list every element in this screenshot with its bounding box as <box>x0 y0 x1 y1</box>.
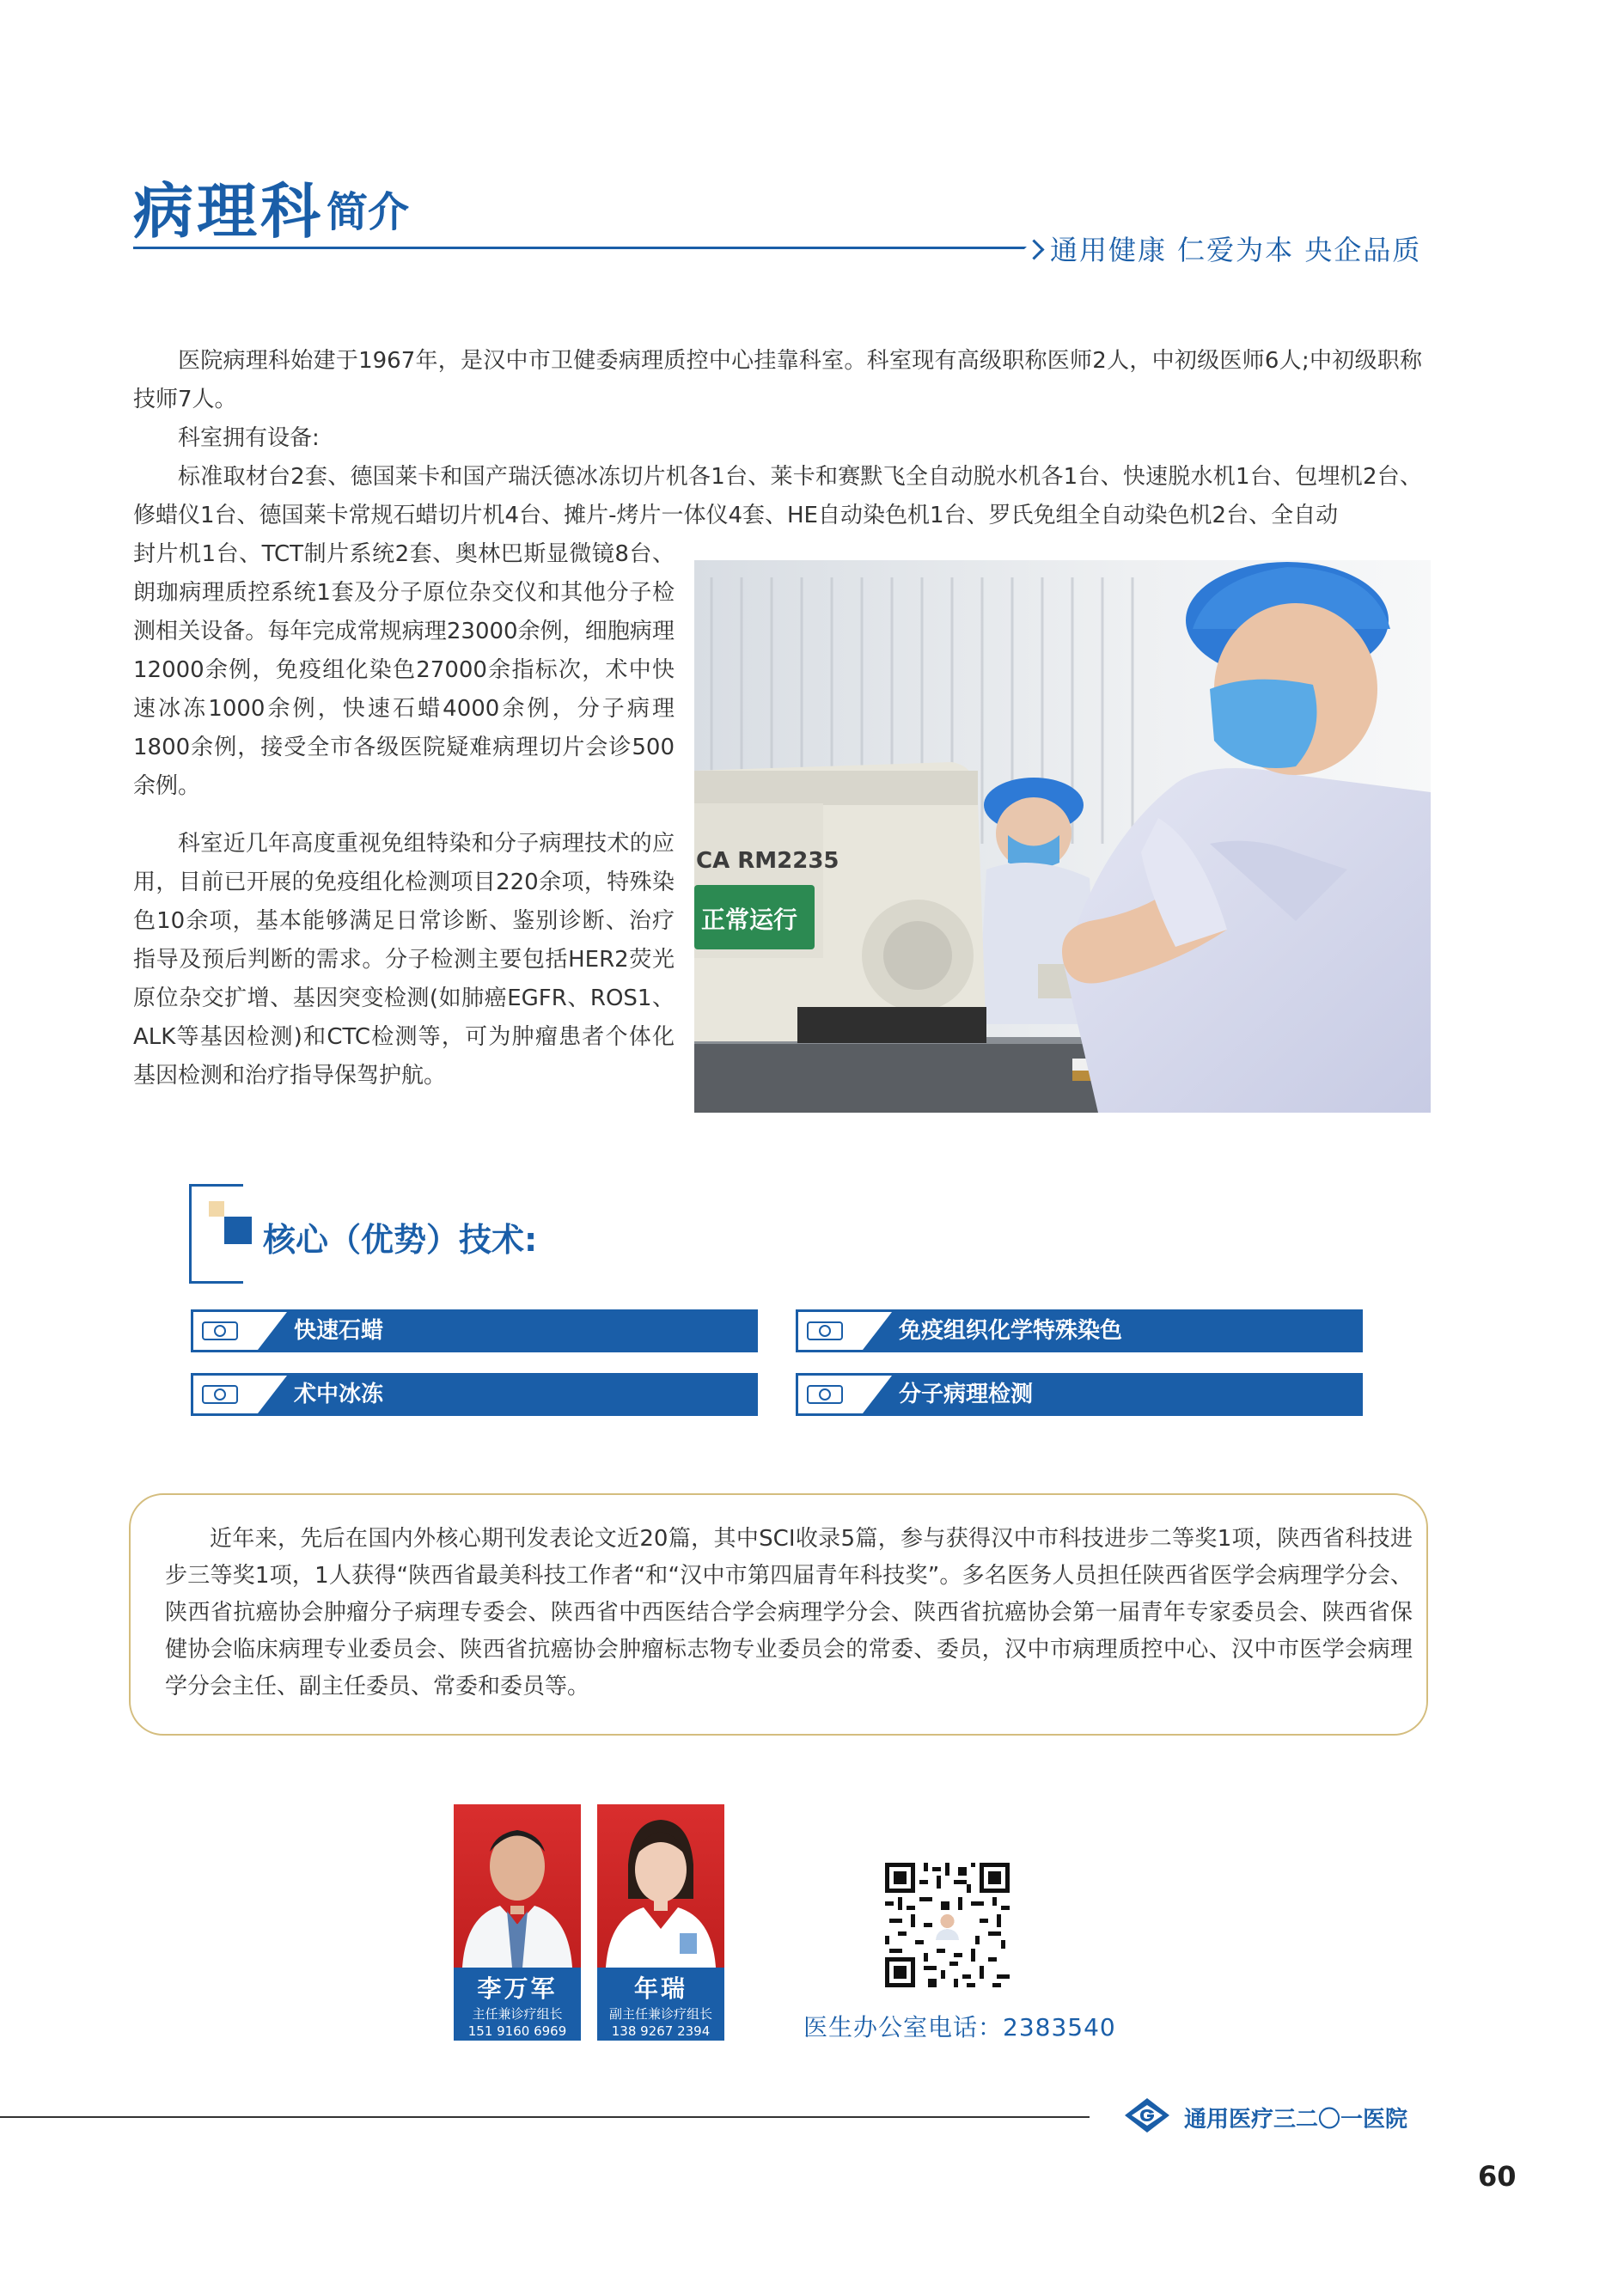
tech-item <box>191 1373 758 1416</box>
intro-paragraph: 医院病理科始建于1967年，是汉中市卫健委病理质控中心挂靠科室。科室现有高级职称医师2人，中初级医师6人;中初级职称技师7人。 <box>133 348 1422 412</box>
footer-divider <box>0 2116 1090 2118</box>
page-number: 60 <box>1478 2160 1517 2193</box>
doctor-photo <box>454 1804 581 1968</box>
equipment-title: 科室拥有设备: <box>178 425 320 451</box>
doctor-role: 主任兼诊疗组长 <box>472 2006 563 2022</box>
header-divider-arrow <box>1023 239 1044 259</box>
achievements-text: 近年来，先后在国内外核心期刊发表论文近20篇，其中SCI收录5篇，参与获得汉中市科技进步二等奖1项，陕西省科技进步三等奖1项，1人获得“陕西省最美科技工作者“和“汉中市第四届青年科技奖”。多名医务人员担任陕西省医学会病理学分会、陕西省抗癌协会肿瘤分子病理专委会、陕西省中西医结合学会病理学分会、陕西省抗癌协会第一届青年专家委员会、陕西省保健协会临床病理专业委员会、陕西省抗癌协会肿瘤标志物专业委员会的常委、委员，汉中市病理质控中心、汉中市医学会病理学分会主任、副主任委员、常委和委员等。 <box>165 1526 1413 1699</box>
doctor-phone: 151 9160 6969 <box>467 2023 567 2039</box>
tech-item <box>191 1309 758 1352</box>
tech-item-label: 术中冰冻 <box>294 1382 384 1407</box>
hospital-logo-icon <box>1121 2096 1173 2134</box>
tech-item-icon <box>201 1382 244 1407</box>
tech-item <box>796 1373 1363 1416</box>
slogan: 通用健康 仁爱为本 央企品质 <box>1050 234 1422 266</box>
doctor-card <box>454 1804 581 2041</box>
page-subtitle: 简介 <box>327 188 410 236</box>
tech-item-icon <box>201 1319 244 1343</box>
doctor-info <box>454 1968 581 2041</box>
doctor-photo <box>597 1804 724 1968</box>
tech-item-label: 分子病理检测 <box>899 1382 1034 1407</box>
doctor-info <box>597 1968 724 2041</box>
tech-item <box>796 1309 1363 1352</box>
qr-code[interactable] <box>885 1863 1010 1987</box>
tech-item-icon <box>806 1382 849 1407</box>
equipment-paragraph: 标准取材台2套、德国莱卡和国产瑞沃德冰冻切片机各1台、莱卡和赛默飞全自动脱水机各1台、快速脱水机1台、包埋机2台、修蜡仪1台、德国莱卡常规石蜡切片机4台、摊片-烤片一体仪4套、HE自动染色机1台、罗氏免组全自动染色机2台、全自动 <box>133 464 1422 528</box>
doctor-role: 副主任兼诊疗组长 <box>608 2006 712 2022</box>
technology-paragraph: 科室近几年高度重视免组特染和分子病理技术的应用，目前已开展的免疫组化检测项目220余项，特殊染色10余项，基本能够满足日常诊断、鉴别诊断、治疗指导及预后判断的需求。分子检测主要包括HER2荧光原位杂交扩增、基因突变检测(如肺癌EGFR、ROS1、ALK等基因检测)和CTC检测等，可为肿瘤患者个体化基因检测和治疗指导保驾护航。 <box>133 831 675 1089</box>
doctor-phone: 138 9267 2394 <box>611 2023 711 2039</box>
tech-item-label: 快速石蜡 <box>294 1318 384 1344</box>
doctor-name: 年瑞 <box>633 1974 687 2003</box>
equipment-paragraph-continued: 封片机1台、TCT制片系统2套、奥林巴斯显微镜8台、朗珈病理质控系统1套及分子原位杂交仪和其他分子检测相关设备。每年完成常规病理23000余例，细胞病理12000余例，免疫组化染色27000余指标次，术中快速冰冻1000余例，快速石蜡4000余例，分子病理1800余例，接受全市各级医院疑难病理切片会诊500余例。 <box>133 541 675 799</box>
header-divider <box>133 247 1040 249</box>
page-title: 病理科 <box>133 176 324 247</box>
doctor-card <box>597 1804 724 2041</box>
footer-hospital-name: 通用医疗三二〇一医院 <box>1184 2107 1408 2133</box>
section-marker-square <box>224 1217 252 1244</box>
tech-item-label: 免疫组织化学特殊染色 <box>899 1318 1123 1344</box>
office-phone: 医生办公室电话：2383540 <box>803 2013 1116 2041</box>
tech-item-icon <box>806 1319 849 1343</box>
machine-label: CA RM2235 <box>696 848 839 874</box>
status-sign: 正常运行 <box>701 906 798 934</box>
section-accent-square <box>209 1201 224 1217</box>
doctor-name: 李万军 <box>477 1974 558 2003</box>
core-tech-title: 核心（优势）技术: <box>263 1221 538 1259</box>
lab-photo <box>694 560 1431 1113</box>
